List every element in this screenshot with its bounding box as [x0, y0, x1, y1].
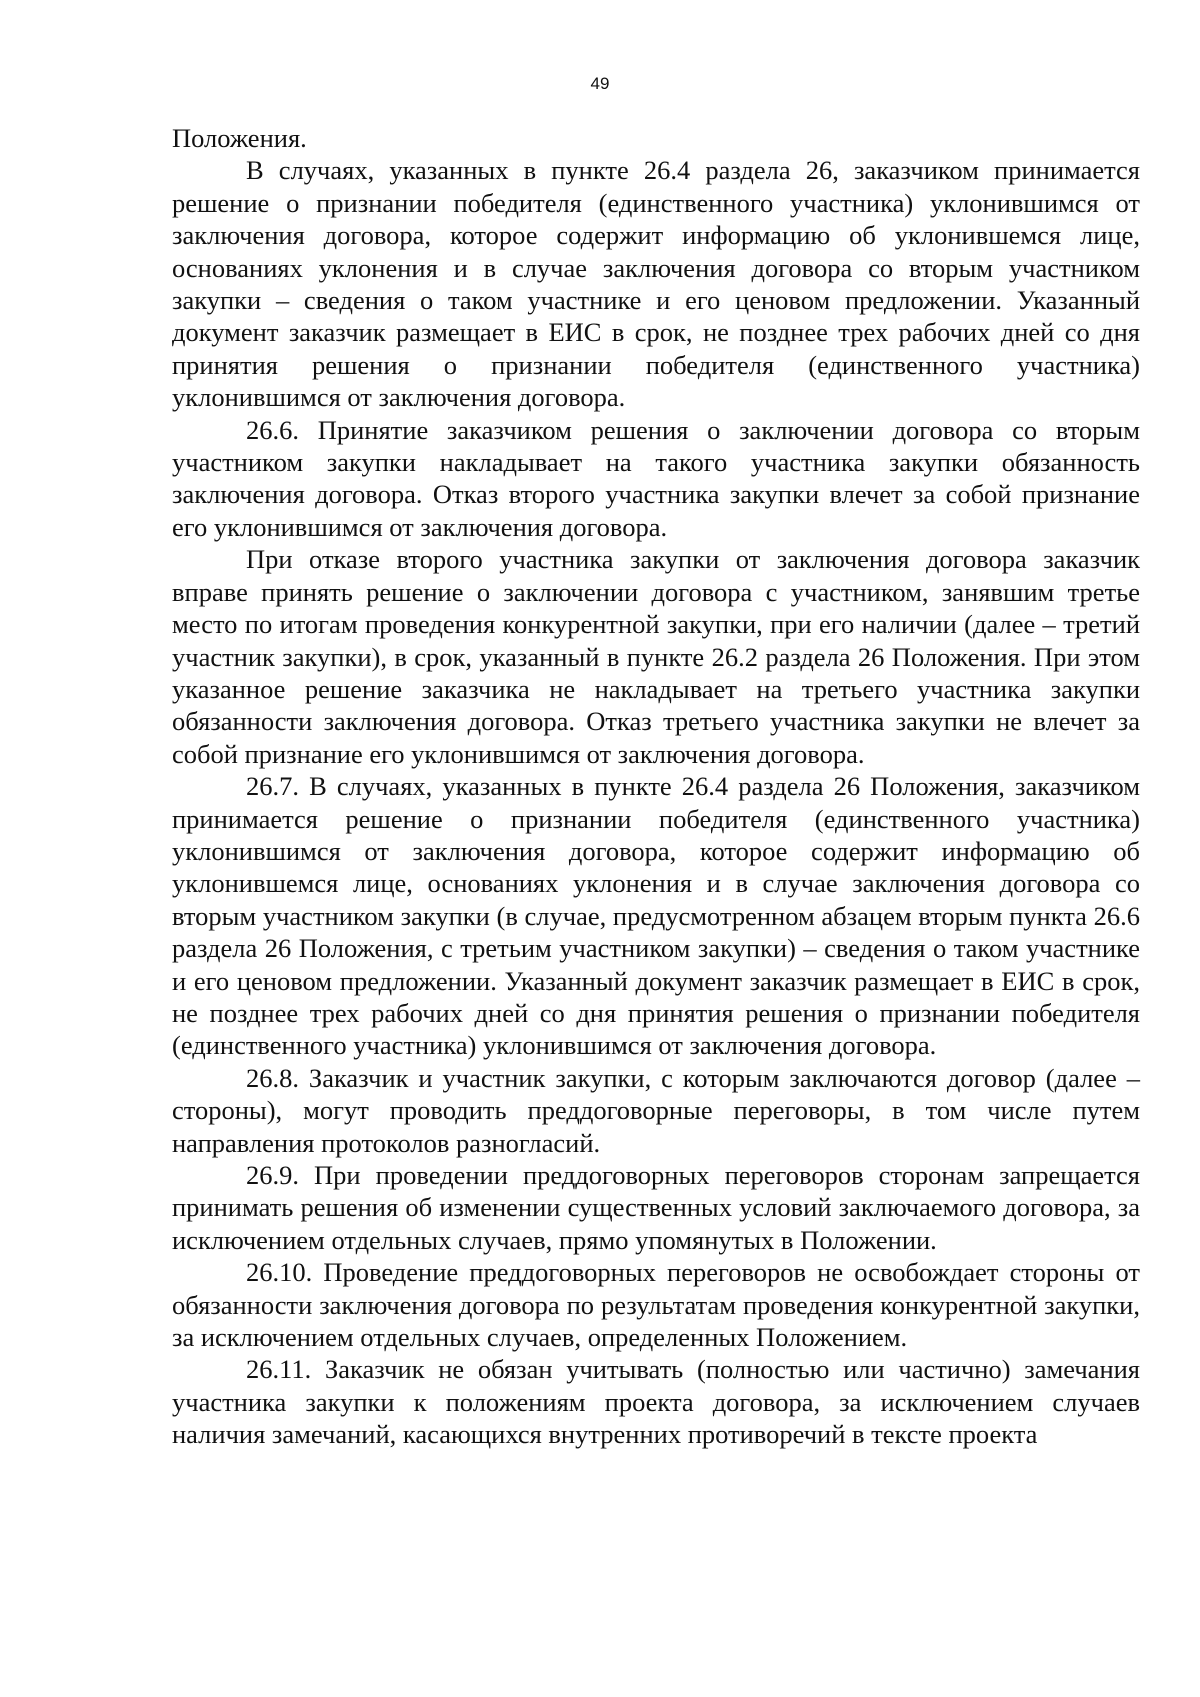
document-body: [172, 122, 1140, 1451]
paragraph-26-9: 26.9. При проведении преддоговорных переговоров сторонам запрещается принимать решения об изменении существенных условий заключаемого договора, за исключением отдельных случаев, прямо упомянутых в Положении.: [172, 1160, 1140, 1255]
paragraph-continuation: Положения.: [172, 123, 307, 153]
paragraph-26-7: 26.7. В случаях, указанных в пункте 26.4 раздела 26 Положения, заказчиком принимается решение о признании победителя (единственного участника) уклонившимся от заключения договора, которое содержит информацию об уклонившемся лице, основаниях уклонения и в случае заключения договора со вторым участником закупки (в случае, предусмотренном абзацем вторым пункта 26.6 раздела 26 Положения, с третьим участником закупки) – сведения о таком участнике и его ценовом предложении. Указанный документ заказчик размещает в ЕИС в срок, не позднее трех рабочих дней со дня принятия решения о признании победителя (единственного участника) уклонившимся от заключения договора.: [172, 771, 1140, 1061]
paragraph-26-11: 26.11. Заказчик не обязан учитывать (полностью или частично) замечания участника закупки к положениям проекта договора, за исключением случаев наличия замечаний, касающихся внутренних противоречий в тексте проекта: [172, 1354, 1140, 1450]
paragraph-26-10: 26.10. Проведение преддоговорных переговоров не освобождает стороны от обязанности заключения договора по результатам проведения конкурентной закупки, за исключением отдельных случаев, определенных Положением.: [172, 1257, 1140, 1353]
paragraph: При отказе второго участника закупки от заключения договора заказчик вправе принять решение о заключении договора с участником, занявшим третье место по итогам проведения конкурентной закупки, при его наличии (далее – третий участник закупки), в срок, указанный в пункте 26.2 раздела 26 Положения. При этом указанное решение заказчика не накладывает на третьего участника закупки обязанности заключения договора. Отказ третьего участника закупки не влечет за собой признание его уклонившимся от заключения договора.: [172, 544, 1140, 769]
paragraph-26-8: 26.8. Заказчик и участник закупки, с которым заключаются договор (далее – стороны), могут проводить преддоговорные переговоры, в том числе путем направления протоколов разногласий.: [172, 1062, 1140, 1158]
paragraph-26-6: 26.6. Принятие заказчиком решения о заключении договора со вторым участником закупки накладывает на такого участника закупки обязанность заключения договора. Отказ второго участника закупки влечет за собой признание его уклонившимся от заключения договора.: [172, 414, 1140, 542]
paragraph: В случаях, указанных в пункте 26.4 раздела 26, заказчиком принимается решение о признании победителя (единственного участника) уклонившимся от заключения договора, которое содержит информацию об уклонившемся лице, основаниях уклонения и в случае заключения договора со вторым участником закупки – сведения о таком участнике и его ценовом предложении. Указанный документ заказчик размещает в ЕИС в срок, не позднее трех рабочих дней со дня принятия решения о признании победителя (единственного участника) уклонившимся от заключения договора.: [172, 155, 1140, 413]
page-number: 49: [590, 74, 610, 93]
